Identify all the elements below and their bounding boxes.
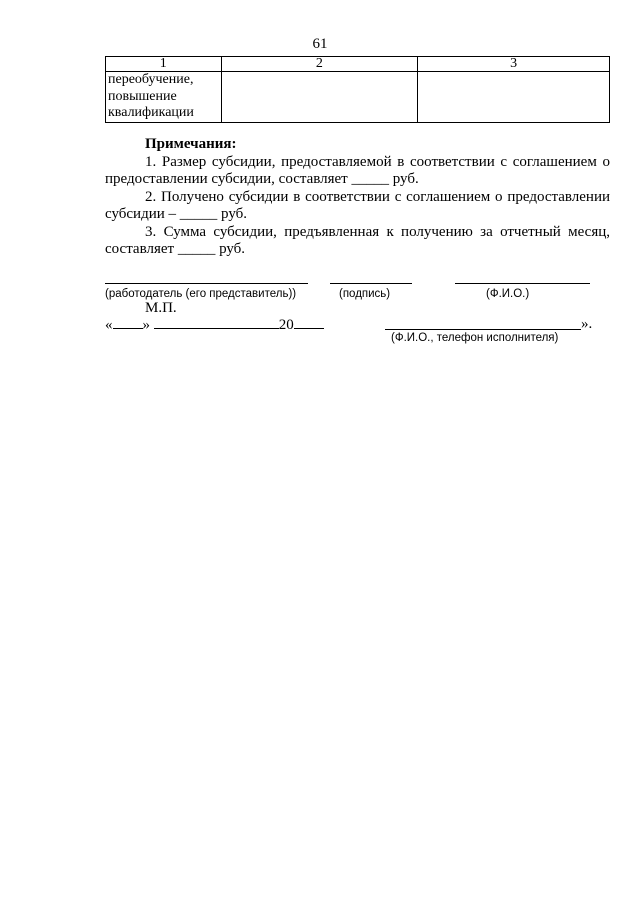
page-number: 61 — [312, 36, 328, 52]
activity-line: квалификации — [108, 105, 194, 120]
notes-title: Примечания: — [145, 136, 237, 152]
contact-closing: ». — [581, 316, 593, 332]
stamp-placeholder: М.П. — [145, 300, 177, 316]
table-cell-empty-2 — [221, 72, 418, 123]
table-header-row — [106, 57, 610, 72]
name-line — [455, 283, 590, 284]
table-header-cell-1: 1 — [106, 57, 222, 72]
contact-caption: (Ф.И.О., телефон исполнителя) — [391, 332, 559, 344]
notes-section — [105, 136, 610, 259]
day-blank — [113, 316, 143, 329]
note-item-3: 3. Сумма субсидии, предъявленная к получению за отчетный месяц, составляет _____ руб. — [105, 223, 610, 257]
employer-signature-line — [105, 283, 308, 284]
activity-line: повышение — [108, 88, 177, 104]
signature-line — [330, 283, 412, 284]
signature-caption: (подпись) — [339, 288, 391, 300]
table-cell-empty-3 — [418, 72, 610, 123]
name-caption: (Ф.И.О.) — [486, 288, 530, 300]
year-blank — [294, 316, 324, 329]
date-row — [105, 316, 324, 334]
month-blank — [154, 316, 279, 329]
employer-caption: (работодатель (его представитель)) — [105, 288, 297, 300]
year-prefix: 20 — [278, 317, 294, 333]
note-item-2: 2. Получено субсидии в соответствии с соглашением о предоставлении субсидии – _____ руб. — [105, 188, 610, 222]
table-header-cell-3: 3 — [418, 57, 610, 72]
note-item-1: 1. Размер субсидии, предоставляемой в соответствии с соглашением о предоставлении субсидии, составляет _____ руб. — [105, 153, 610, 187]
table-cell-activity — [106, 72, 222, 123]
date-close-quote: » — [142, 317, 150, 333]
activity-line: переобучение, — [108, 72, 194, 87]
report-table — [105, 56, 610, 123]
contact-line — [385, 329, 581, 330]
date-open-quote: « — [105, 317, 113, 333]
table-header-cell-2: 2 — [221, 57, 418, 72]
table-row — [106, 72, 610, 123]
